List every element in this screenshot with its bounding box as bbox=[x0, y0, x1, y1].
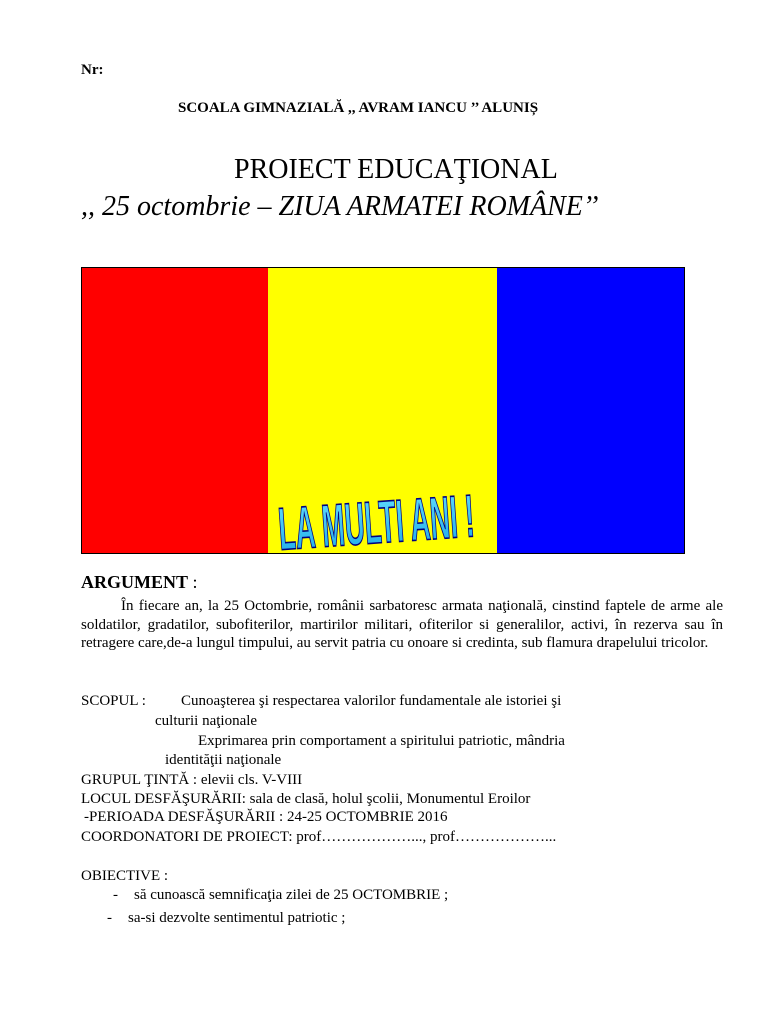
project-subtitle: ,, 25 octombrie – ZIUA ARMATEI ROMÂNE’’ bbox=[81, 191, 599, 222]
flag-stripe-blue bbox=[497, 268, 684, 553]
list-dash: - bbox=[113, 887, 118, 903]
coordonatori-proiect: COORDONATORI DE PROIECT: prof………………..., prof………………... bbox=[81, 829, 557, 845]
wordart-text bbox=[276, 482, 476, 563]
la-multi-ani-wordart bbox=[275, 481, 477, 553]
scopul-label: SCOPUL : bbox=[81, 693, 146, 709]
list-dash: - bbox=[107, 910, 112, 926]
school-name: SCOALA GIMNAZIALĂ ,, AVRAM IANCU ’’ ALUNIȘ bbox=[178, 100, 539, 116]
locul-desfasurarii: LOCUL DESFĂŞURĂRII: sala de clasă, holul şcolii, Monumentul Eroilor bbox=[81, 791, 531, 807]
scopul-item-1-line-2: culturii naţionale bbox=[155, 713, 258, 729]
document-number: Nr: bbox=[81, 62, 104, 78]
scopul-item-1-line-1: Cunoaşterea şi respectarea valorilor fundamentale ale istoriei şi bbox=[181, 693, 562, 709]
argument-heading: ARGUMENT : bbox=[81, 572, 198, 592]
obiective-heading: OBIECTIVE : bbox=[81, 868, 169, 884]
grupul-tinta: GRUPUL ŢINTĂ : elevii cls. V-VIII bbox=[81, 772, 303, 788]
argument-text: În fiecare an, la 25 Octombrie, românii sarbatoresc armata naţională, cinstind faptele de arme ale soldatilor, gradatilor, subofiterilor, martirilor militari, ofiterilor si generalilor, activi, în rezerva sau în retragere care,de-a lungul timpului, au servit patria cu onoare si credinta, sub flamura drapelului tricolor. bbox=[81, 598, 723, 651]
perioada-desfasurarii: -PERIOADA DESFĂŞURĂRII : 24-25 OCTOMBRIE 2016 bbox=[84, 809, 448, 825]
scopul-item-2-line-2: identităţii naţionale bbox=[165, 752, 282, 768]
scopul-item-2-line-1: Exprimarea prin comportament a spiritului patriotic, mândria bbox=[198, 733, 565, 749]
project-title: PROIECT EDUCAŢIONAL bbox=[234, 154, 558, 185]
obiectiv-item: - sa-si dezvolte sentimentul patriotic ; bbox=[107, 910, 346, 926]
obiectiv-item: - să cunoască semnificaţia zilei de 25 OCTOMBRIE ; bbox=[113, 887, 449, 903]
flag-stripe-red bbox=[82, 268, 268, 553]
